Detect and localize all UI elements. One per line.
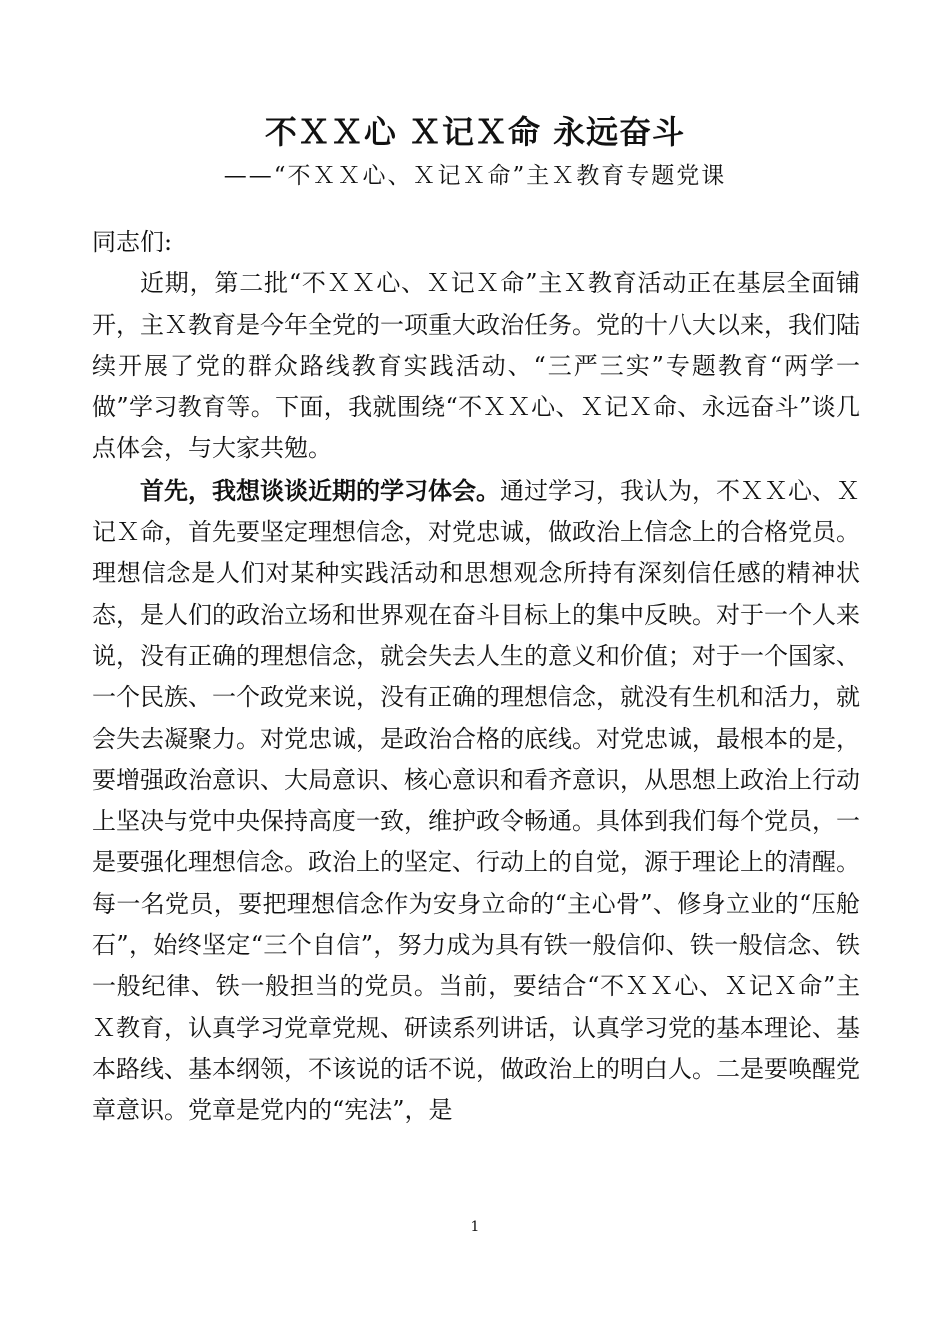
document-body xyxy=(92,222,860,1132)
page-number: 1 xyxy=(470,1219,480,1235)
paragraph-2-lead: 首先，我想谈谈近期的学习体会。 xyxy=(140,475,500,505)
paragraph-2-text: 通过学习，我认为，不ＸＸ心、Ｘ记Ｘ命，首先要坚定理想信念，对党忠诚，做政治上信念上的合格党员。理想信念是人们对某种实践活动和思想观念所持有深刻信任感的精神状态，是人们的政治立场和世界观在奋斗目标上的集中反映。对于一个人来说，没有正确的理想信念，就会失去人生的意义和价值；对于一个国家、一个民族、一个政党来说，没有正确的理想信念，就没有生机和活力，就会失去凝聚力。对党忠诚，是政治合格的底线。对党忠诚，最根本的是，要增强政治意识、大局意识、核心意识和看齐意识，从思想上政治上行动上坚决与党中央保持高度一致，维护政令畅通。具体到我们每个党员，一是要强化理想信念。政治上的坚定、行动上的自觉，源于理论上的清醒。每一名党员，要把理想信念作为安身立命的“主心骨”、修身立业的“压舱石”，始终坚定“三个自信”，努力成为具有铁一般信仰、铁一般信念、铁一般纪律、铁一般担当的党员。当前，要结合“不ＸＸ心、Ｘ记Ｘ命”主Ｘ教育，认真学习党章党规、研读系列讲话，认真学习党的基本理论、基本路线、基本纲领，不该说的话不说，做政治上的明白人。二是要唤醒党章意识。党章是党内的“宪法”，是 xyxy=(92,476,860,1125)
paragraph-2 xyxy=(92,470,860,1132)
document-subtitle: ——“不ＸＸ心、Ｘ记Ｘ命”主Ｘ教育专题党课 xyxy=(223,163,727,189)
paragraph-1 xyxy=(92,263,860,469)
paragraph-1-text: 近期，第二批“不ＸＸ心、Ｘ记Ｘ命”主Ｘ教育活动正在基层全面铺开，主Ｘ教育是今年全党的一项重大政治任务。党的十八大以来，我们陆续开展了党的群众路线教育实践活动、“三严三实”专题教育“两学一做”学习教育等。下面，我就围绕“不ＸＸ心、Ｘ记Ｘ命、永远奋斗”谈几点体会，与大家共勉。 xyxy=(92,269,860,463)
document-title: 不ＸＸ心 Ｘ记Ｘ命 永远奋斗 xyxy=(264,113,686,151)
salutation: 同志们: xyxy=(92,228,173,256)
